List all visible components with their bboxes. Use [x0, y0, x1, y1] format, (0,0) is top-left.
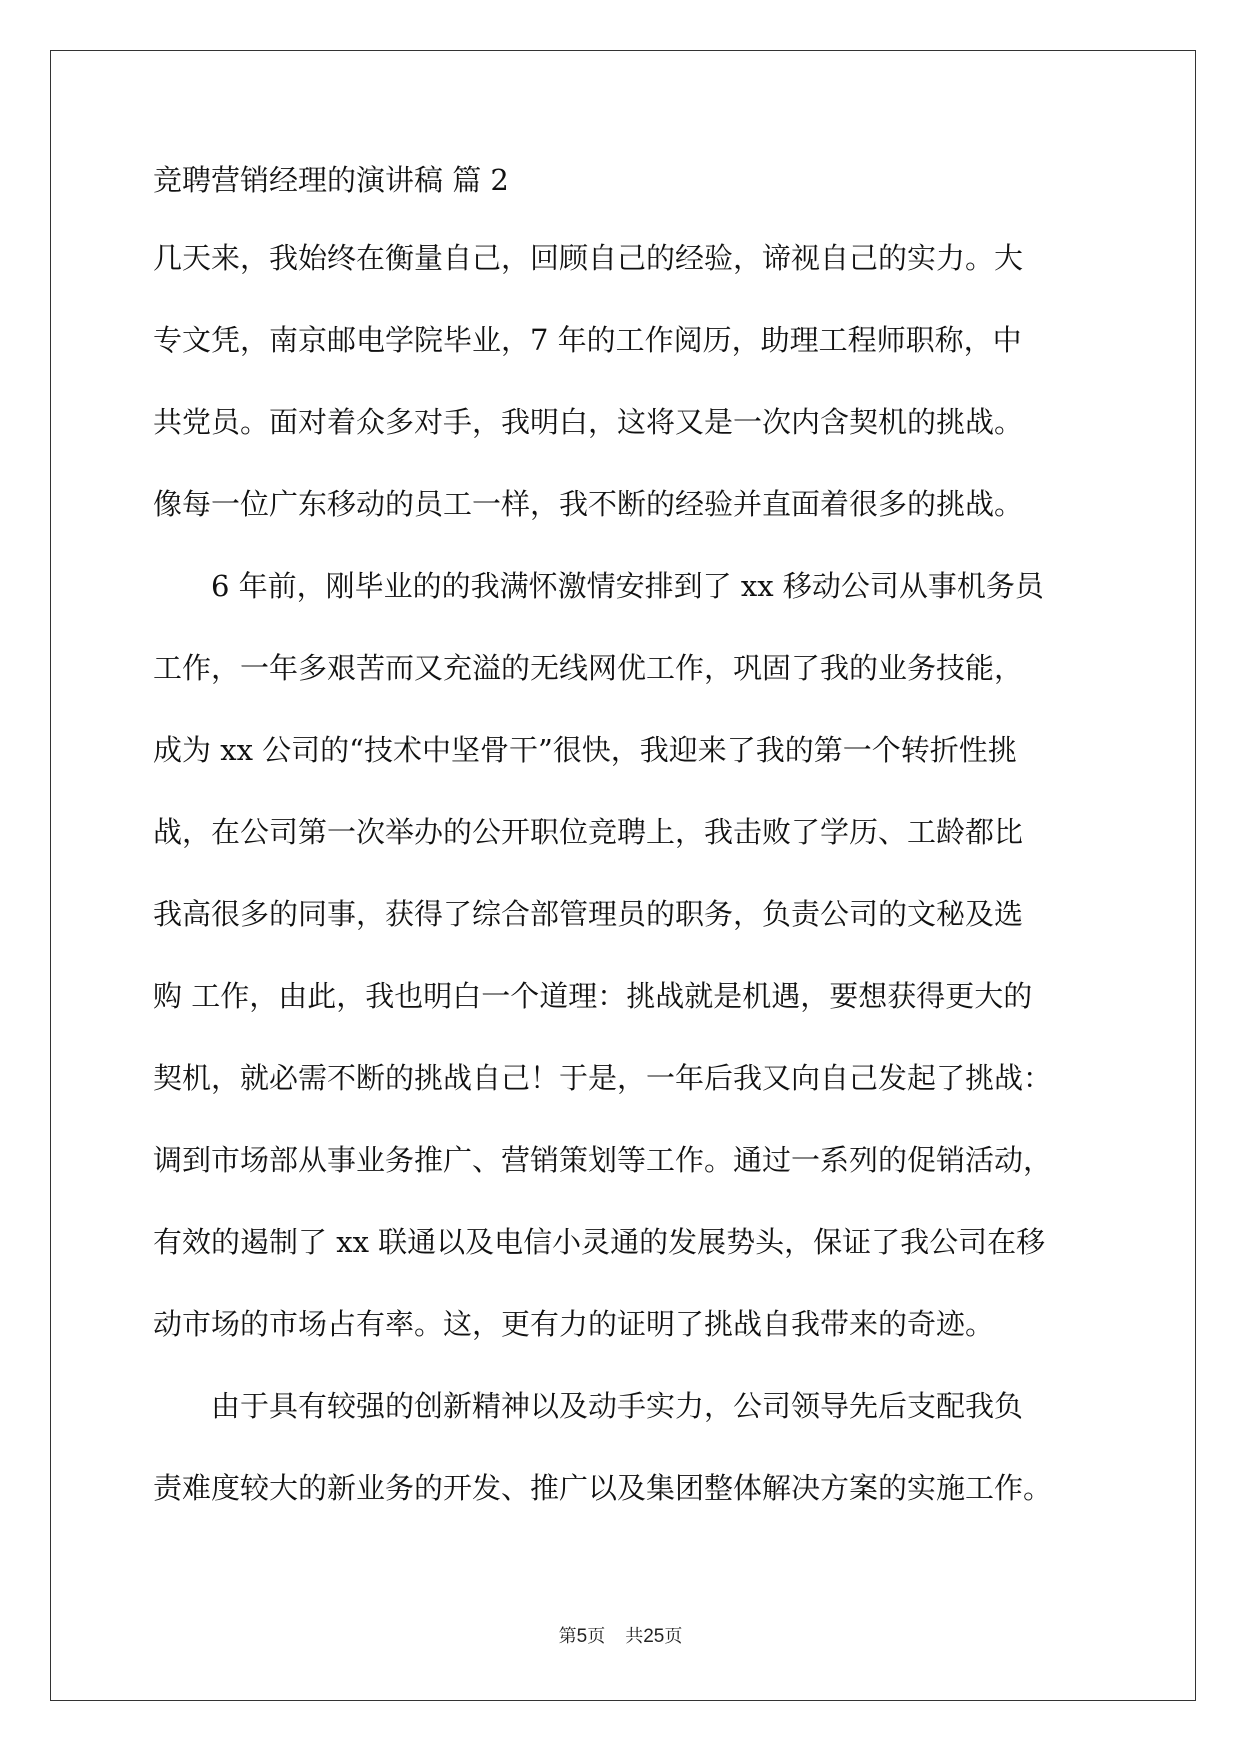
paragraph-line: 购 工作，由此，我也明白一个道理：挑战就是机遇，要想获得更大的: [153, 979, 1033, 1013]
document-title: 竞聘营销经理的演讲稿 篇 2: [153, 163, 509, 197]
paragraph-line: 我高很多的同事，获得了综合部管理员的职务，负责公司的文秘及选: [153, 897, 1024, 931]
paragraph-line: 共党员。面对着众多对手，我明白，这将又是一次内含契机的挑战。: [153, 405, 1024, 439]
document-body: [153, 160, 1103, 1550]
page-footer: [0, 1625, 1241, 1649]
paragraph-line: 像每一位广东移动的员工一样，我不断的经验并直面着很多的挑战。: [153, 487, 1024, 521]
paragraph-line: 动市场的市场占有率。这，更有力的证明了挑战自我带来的奇迹。: [153, 1307, 995, 1341]
paragraph-line: 几天来，我始终在衡量自己，回顾自己的经验，谛视自己的实力。大: [153, 241, 1024, 275]
page-total: 共25页: [625, 1626, 683, 1647]
paragraph-line: 工作，一年多艰苦而又充溢的无线网优工作，巩固了我的业务技能，: [153, 651, 1024, 685]
page-number: 第5页: [558, 1626, 606, 1647]
paragraph-line: 6 年前，刚毕业的的我满怀激情安排到了 xx 移动公司从事机务员: [211, 569, 1044, 603]
paragraph-line: 战，在公司第一次举办的公开职位竞聘上，我击败了学历、工龄都比: [153, 815, 1024, 849]
paragraph-line: 调到市场部从事业务推广、营销策划等工作。通过一系列的促销活动，: [153, 1143, 1053, 1177]
paragraph-line: 有效的遏制了 xx 联通以及电信小灵通的发展势头，保证了我公司在移: [153, 1225, 1046, 1259]
paragraph-line: 由于具有较强的创新精神以及动手实力，公司领导先后支配我负: [211, 1389, 1024, 1423]
paragraph-line: 成为 xx 公司的“技术中坚骨干”很快，我迎来了我的第一个转折性挑: [153, 733, 1017, 767]
paragraph-line: 责难度较大的新业务的开发、推广以及集团整体解决方案的实施工作。: [153, 1471, 1053, 1505]
paragraph-line: 契机，就必需不断的挑战自己！于是，一年后我又向自己发起了挑战：: [153, 1061, 1053, 1095]
paragraph-line: 专文凭，南京邮电学院毕业，7 年的工作阅历，助理工程师职称，中: [153, 323, 1022, 357]
